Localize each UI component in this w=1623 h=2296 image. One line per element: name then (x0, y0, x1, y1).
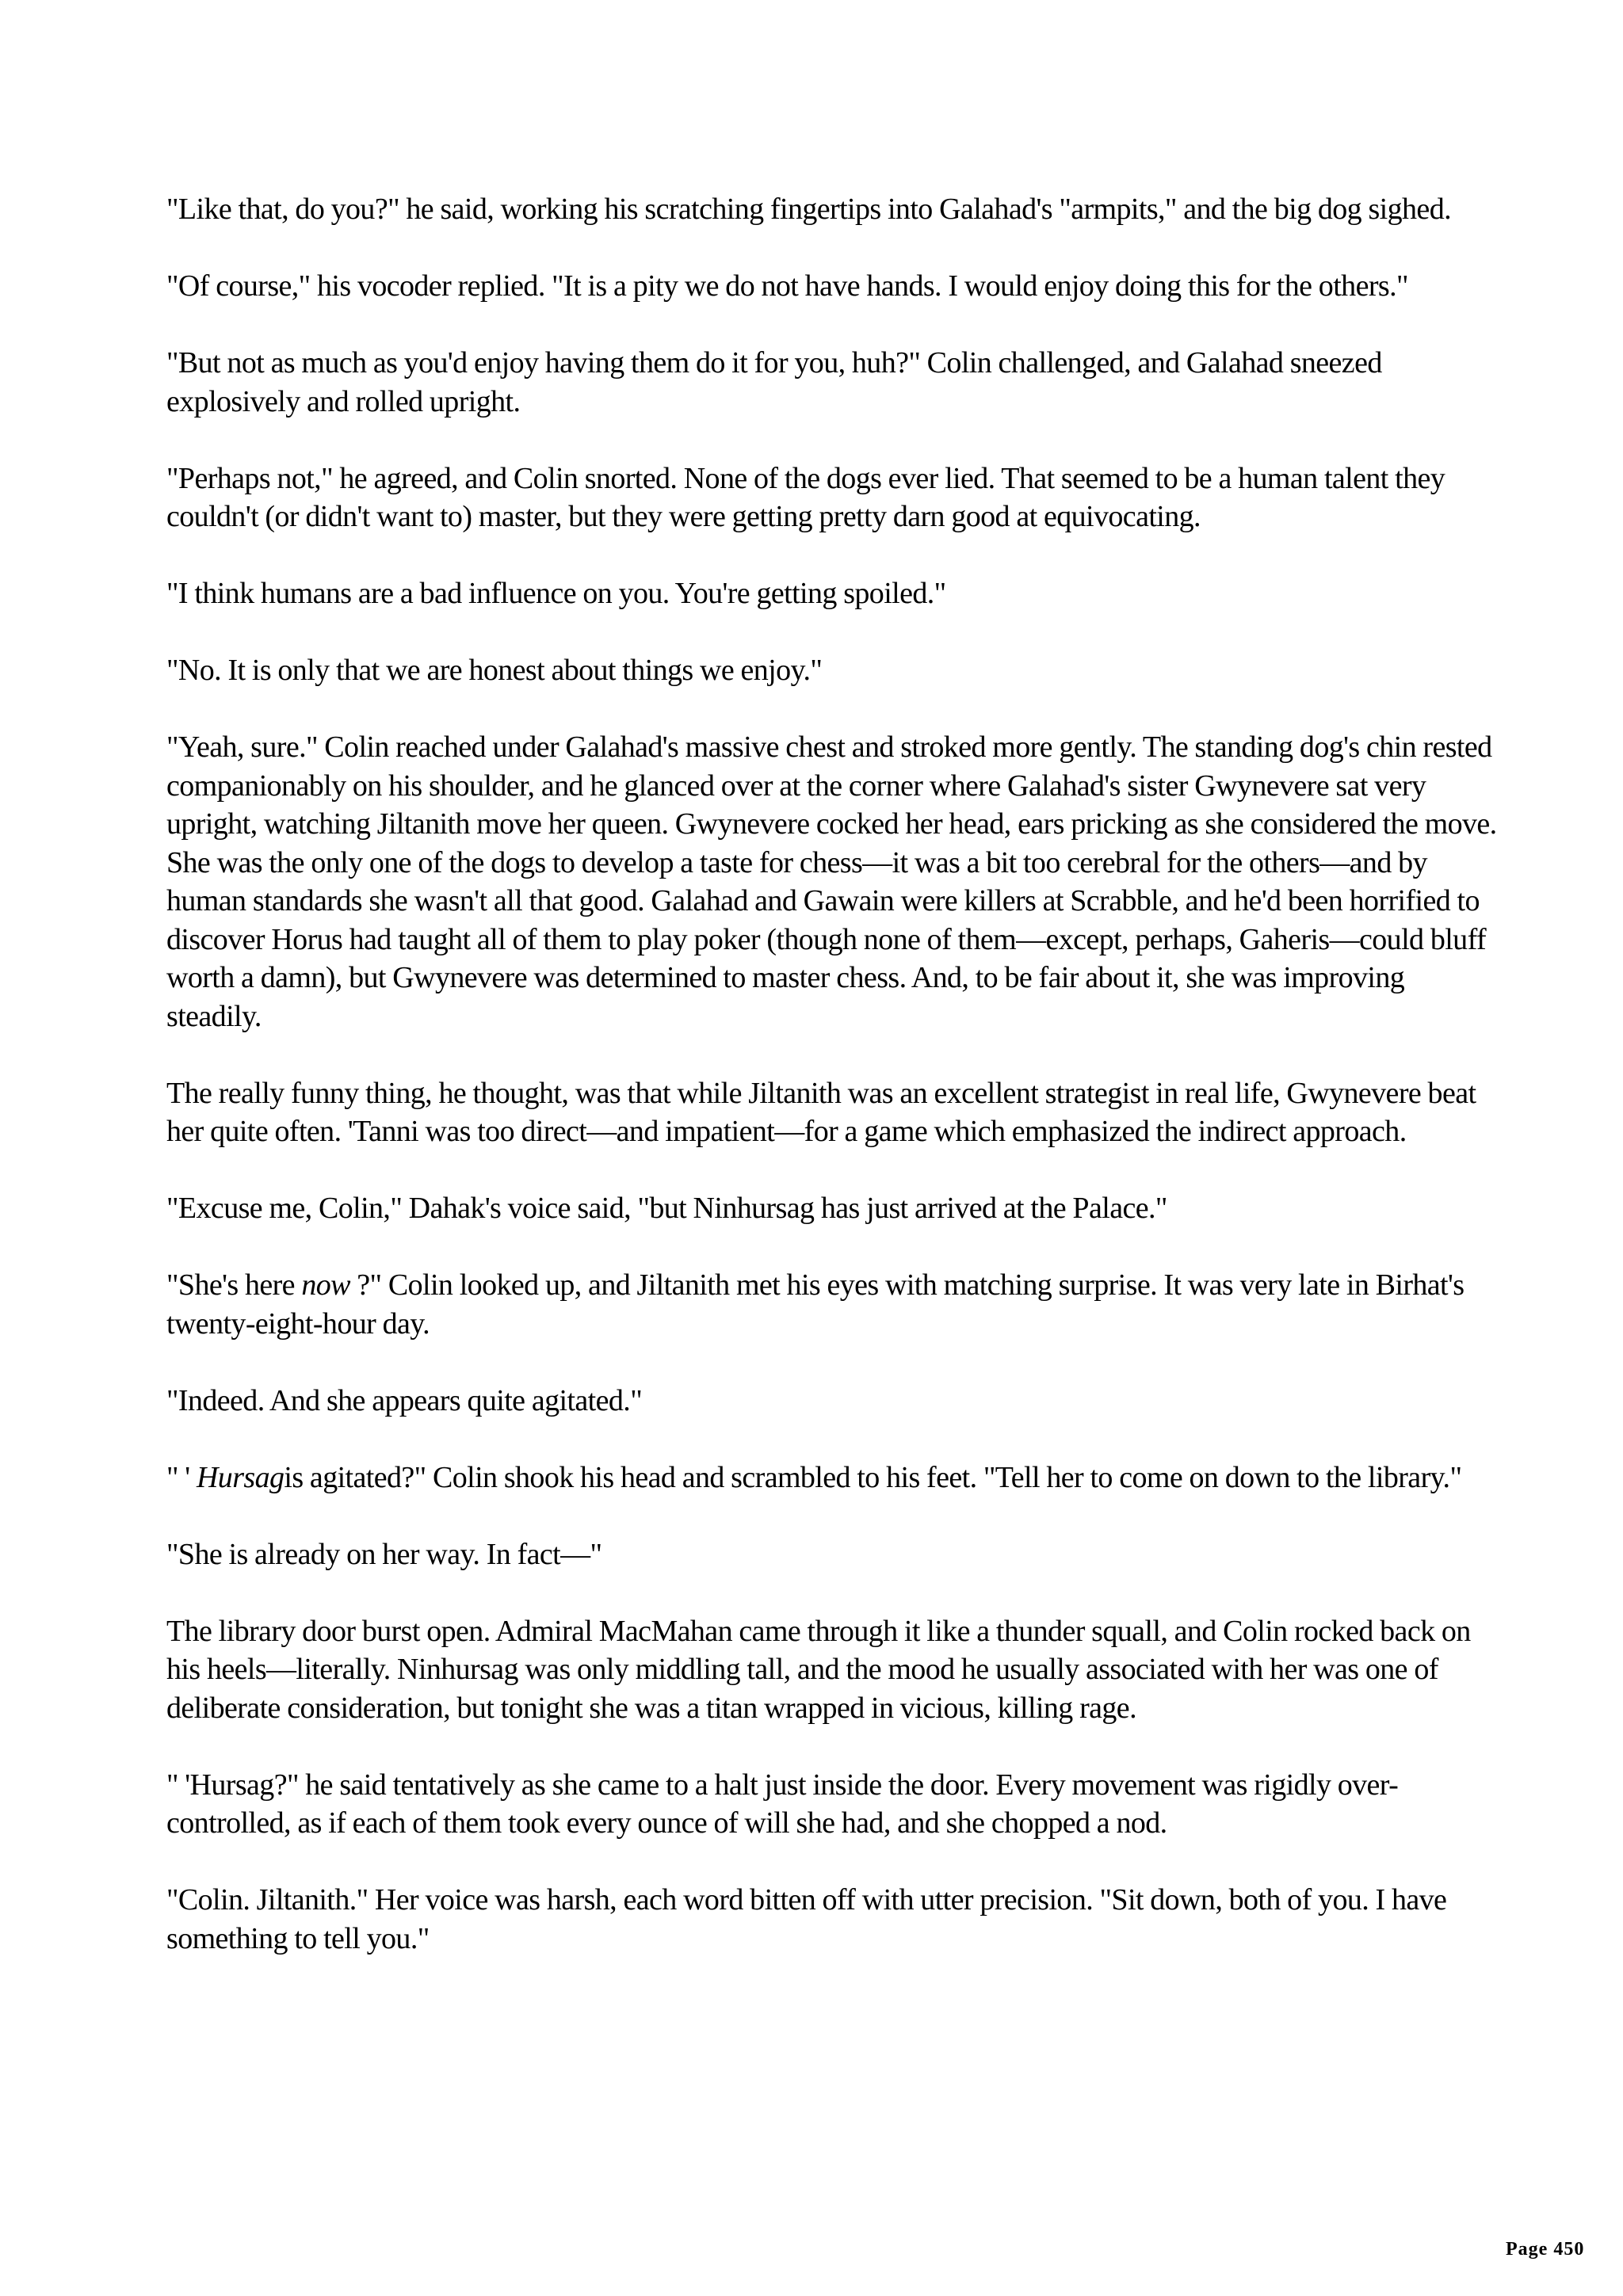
paragraph (166, 728, 1498, 1035)
paragraph (166, 1766, 1498, 1843)
text-run: " 'Hursag?" he said tentatively as she came to a halt just inside the door. Every movement was rigidly over-controlled, as if each of them took every ounce of will she had, and she chopped a nod. (166, 1768, 1399, 1840)
paragraph (166, 190, 1498, 229)
paragraph (166, 1074, 1498, 1151)
paragraph (166, 460, 1498, 536)
paragraph (166, 344, 1498, 421)
page-number: Page 450 (1506, 2239, 1585, 2260)
text-run: "She is already on her way. In fact—" (166, 1537, 602, 1571)
italic-run: Hursag (196, 1460, 285, 1494)
text-run: "Perhaps not," he agreed, and Colin snorted. None of the dogs ever lied. That seemed to be a human talent they couldn't (or didn't want to) master, but they were getting pretty darn good at equivocating. (166, 461, 1445, 533)
text-run: "Indeed. And she appears quite agitated." (166, 1383, 643, 1417)
text-run: The library door burst open. Admiral MacMahan came through it like a thunder squall, and Colin rocked back on his heels—literally. Ninhursag was only middling tall, and the mood he usually associated with her was one of deliberate consideration, but tonight she was a titan wrapped in vicious, killing rage. (166, 1614, 1471, 1725)
paragraph (166, 1382, 1498, 1421)
paragraph (166, 1266, 1498, 1343)
text-run: ?" Colin looked up, and Jiltanith met his eyes with matching surprise. It was very late in Birhat's twenty-eight-hour day. (166, 1268, 1465, 1341)
text-run: "No. It is only that we are honest about things we enjoy." (166, 654, 823, 687)
paragraph (166, 651, 1498, 690)
text-run: " ' (166, 1460, 197, 1494)
paragraph (166, 1612, 1498, 1728)
paragraph (166, 1189, 1498, 1228)
italic-run: now (301, 1268, 350, 1302)
paragraph (166, 267, 1498, 306)
body-text (166, 190, 1498, 1997)
text-run: "Like that, do you?" he said, working his scratching fingertips into Galahad's "armpits," and the big dog sighed. (166, 193, 1451, 226)
paragraph (166, 1459, 1498, 1497)
text-run: "Yeah, sure." Colin reached under Galahad's massive chest and stroked more gently. The standing dog's chin rested companionably on his shoulder, and he glanced over at the corner where Galahad's sister Gwynevere sat very upright, watching Jiltanith move her queen. Gwynevere cocked her head, ears pricking as she considered the move. She was the only one of the dogs to develop a taste for chess—it was a bit too cerebral for the others—and by human standards she wasn't all that good. Galahad and Gawain were killers at Scrabble, and he'd been horrified to discover Horus had taught all of them to play poker (though none of them—except, perhaps, Gaheris—could bluff worth a damn), but Gwynevere was determined to master chess. And, to be fair about it, she was improving steadily. (166, 730, 1497, 1033)
paragraph (166, 1881, 1498, 1958)
text-run: "She's here (166, 1268, 302, 1302)
text-run: "Of course," his vocoder replied. "It is a pity we do not have hands. I would enjoy doing this for the others." (166, 269, 1408, 303)
text-run: The really funny thing, he thought, was that while Jiltanith was an excellent strategist in real life, Gwynevere beat her quite often. 'Tanni was too direct—and impatient—for a game which emphasized the indirect approach. (166, 1076, 1476, 1148)
paragraph (166, 574, 1498, 613)
text-run: "Colin. Jiltanith." Her voice was harsh, each word bitten off with utter precision. "Sit down, both of you. I have something to tell you." (166, 1883, 1447, 1955)
paragraph (166, 1535, 1498, 1574)
text-run: "Excuse me, Colin," Dahak's voice said, "but Ninhursag has just arrived at the Palace." (166, 1192, 1167, 1225)
text-run: "But not as much as you'd enjoy having them do it for you, huh?" Colin challenged, and Galahad sneezed explosively and rolled upright. (166, 346, 1382, 418)
text-run: "I think humans are a bad influence on you. You're getting spoiled." (166, 577, 946, 610)
text-run: is agitated?" Colin shook his head and scrambled to his feet. "Tell her to come on down to the library." (284, 1460, 1462, 1494)
